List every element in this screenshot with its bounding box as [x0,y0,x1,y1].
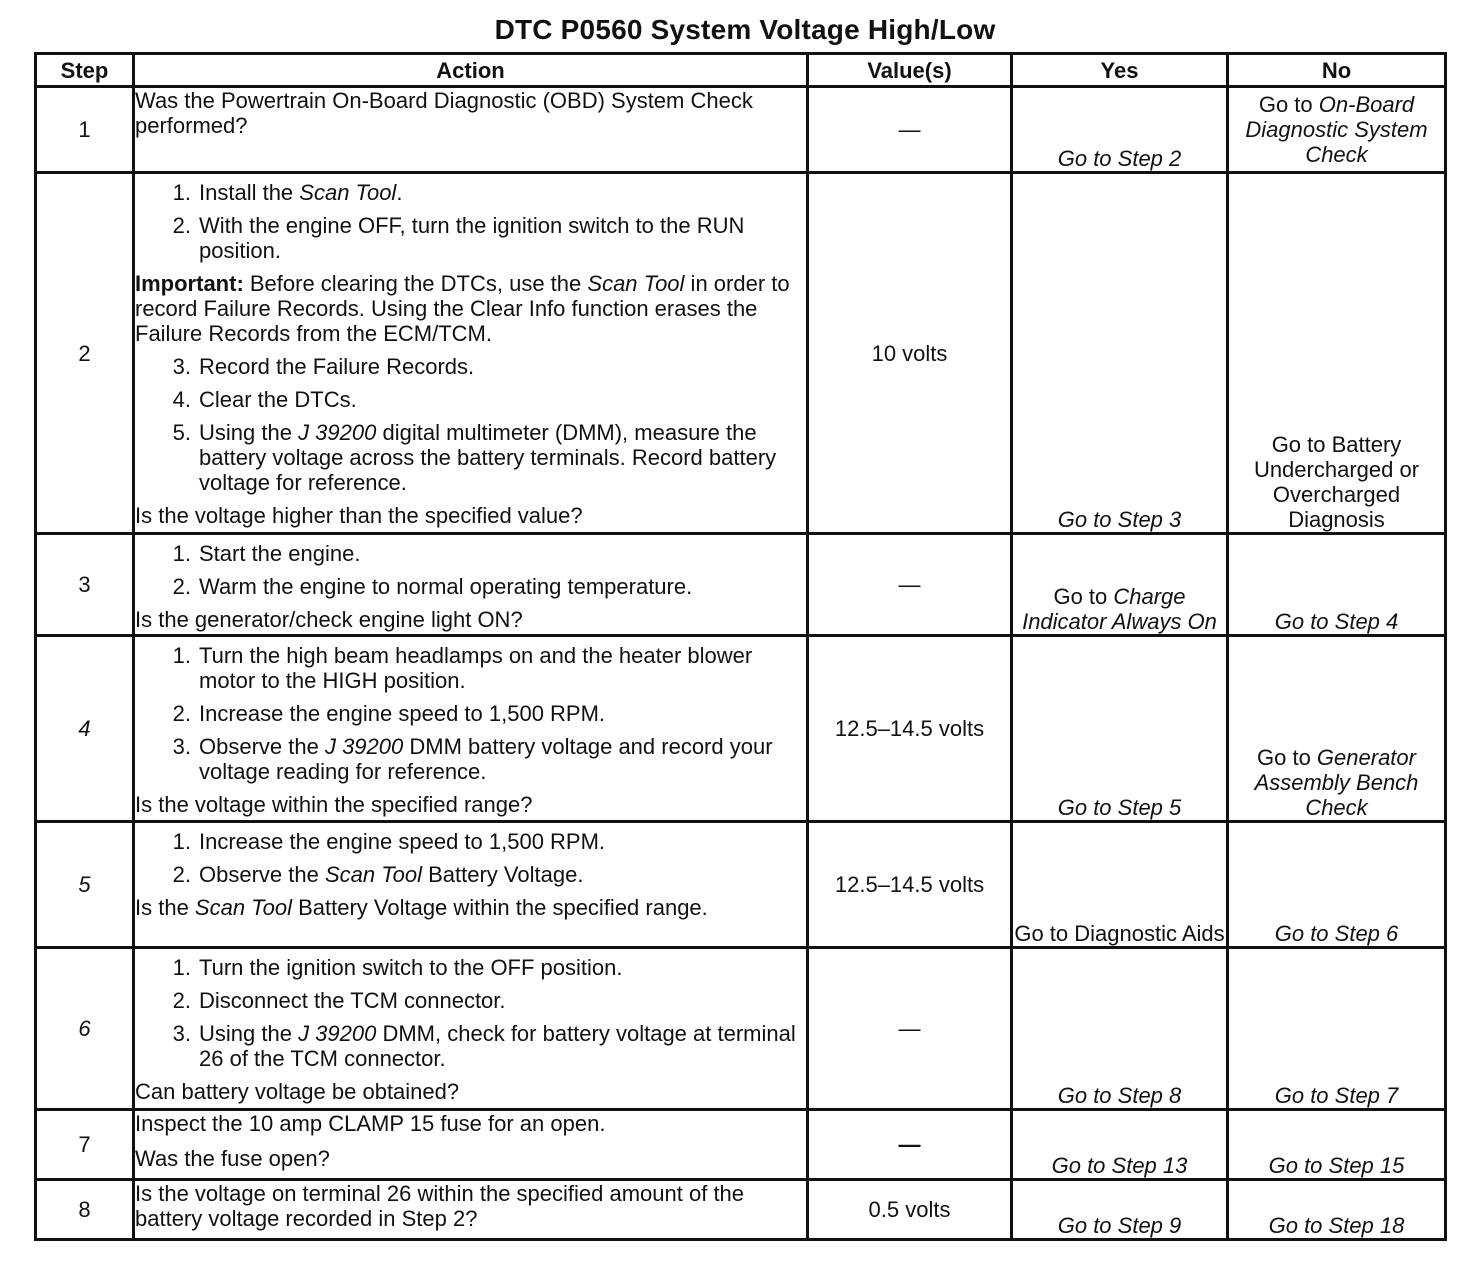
item-number: 4. [172,387,191,412]
action-item [135,574,806,599]
action-question: Is the voltage within the specified range? [135,792,533,817]
page-title: DTC P0560 System Voltage High/Low [494,14,996,45]
action-item [135,213,806,263]
value-cell [808,948,1012,1110]
value-text: 10 volts [871,340,948,366]
item-number: 2. [172,988,191,1013]
item-number: 3. [172,734,191,759]
action-item [135,354,806,379]
no-link: Generator Assembly Bench Check [1254,745,1419,820]
action-item [135,643,806,693]
value-cell [808,534,1012,636]
action-item [135,1021,806,1071]
action-cell [134,87,808,173]
value-text: — [898,572,921,597]
value-cell [808,1110,1012,1180]
no-link: On-Board Diagnostic System Check [1245,92,1428,167]
yes-cell: Go to Step 5 [1012,636,1228,822]
yes-cell: Go to Step 2 [1012,87,1228,173]
no-cell: Go to Step 18 [1228,1180,1446,1240]
item-number: 1. [172,955,191,980]
table-row [36,822,1446,948]
item-number: 2. [172,574,191,599]
action-cell [134,948,808,1110]
action-cell [134,173,808,534]
item-number: 2. [172,213,191,238]
header-row [36,54,1446,87]
item-number: 1. [172,829,191,854]
yes-cell: Go to Step 3 [1012,173,1228,534]
step-number: 3 [36,534,134,636]
action-cell [134,636,808,822]
yes-cell [1012,534,1228,636]
item-text: Warm the engine to normal operating temperature. [199,574,693,599]
action-item [135,829,806,854]
item-number: 2. [172,701,191,726]
column-header-action: Action [134,54,808,87]
yes-text: Go to [1053,584,1114,609]
value-cell [808,636,1012,822]
table-row [36,87,1446,173]
value-cell [808,822,1012,948]
item-text: Using the J 39200 DMM, check for battery voltage at terminal 26 of the TCM connector. [199,1021,796,1071]
action-line: Inspect the 10 amp CLAMP 15 fuse for an open. [135,1111,606,1136]
action-question: Was the fuse open? [135,1146,330,1171]
step-number: 8 [36,1180,134,1240]
yes-cell: Go to Step 8 [1012,948,1228,1110]
item-text: Turn the ignition switch to the OFF position. [199,955,623,980]
step-number: 5 [36,822,134,948]
action-cell [134,1110,808,1180]
table-row [36,948,1446,1110]
action-question: Is the Scan Tool Battery Voltage within the specified range. [135,895,708,920]
table-row [36,173,1446,534]
column-header-value: Value(s) [808,54,1012,87]
action-cell [134,822,808,948]
value-cell [808,87,1012,173]
no-cell: Go to Battery Undercharged or Overcharged Diagnosis [1228,173,1446,534]
diagnostic-table [34,52,1447,1241]
no-cell [1228,87,1446,173]
item-text: Turn the high beam headlamps on and the heater blower motor to the HIGH position. [199,643,753,693]
no-cell: Go to Step 4 [1228,534,1446,636]
value-text: 12.5–14.5 volts [834,716,985,741]
action-item [135,955,806,980]
item-number: 5. [172,420,191,445]
no-cell: Go to Step 7 [1228,948,1446,1110]
item-text: Clear the DTCs. [199,387,357,412]
item-text: Disconnect the TCM connector. [199,988,506,1013]
item-number: 3. [172,354,191,379]
table-row [36,1180,1446,1240]
step-number: 2 [36,173,134,534]
value-cell [808,173,1012,534]
table-row [36,1110,1446,1180]
item-text: With the engine OFF, turn the ignition switch to the RUN position. [199,213,745,263]
value-cell [808,1180,1012,1240]
item-text: Increase the engine speed to 1,500 RPM. [199,829,606,854]
no-text: Go to [1258,92,1319,117]
item-number: 1. [172,643,191,668]
action-item [135,420,806,495]
action-cell [134,534,808,636]
value-text: — [898,1132,921,1157]
yes-cell: Go to Step 9 [1012,1180,1228,1240]
item-text: Install the Scan Tool. [199,180,403,205]
action-item [135,988,806,1013]
value-text: 12.5–14.5 volts [834,872,985,897]
no-cell: Go to Step 6 [1228,822,1446,948]
step-number: 1 [36,87,134,173]
step-number: 7 [36,1110,134,1180]
action-question: Can battery voltage be obtained? [135,1079,460,1104]
step-number: 6 [36,948,134,1110]
table-row [36,534,1446,636]
important-note: Important: Before clearing the DTCs, use the Scan Tool in order to record Failure Records. Using the Clear Info function erases the Failure Records from the ECM/TCM. [135,271,790,346]
item-text: Start the engine. [199,541,361,566]
item-number: 1. [172,541,191,566]
column-header-yes: Yes [1012,54,1228,87]
no-text: Go to [1257,745,1317,770]
action-item [135,541,806,566]
no-cell: Go to Step 15 [1228,1110,1446,1180]
action-item [135,701,806,726]
item-number: 1. [172,180,191,205]
value-text: 0.5 volts [868,1197,951,1222]
value-text: — [898,117,921,142]
action-question: Is the generator/check engine light ON? [135,607,523,632]
action-question: Is the voltage higher than the specified value? [135,503,583,528]
step-number: 4 [36,636,134,822]
column-header-step: Step [36,54,134,87]
table-row [36,636,1446,822]
item-text: Observe the J 39200 DMM battery voltage and record your voltage reading for reference. [199,734,773,784]
no-cell [1228,636,1446,822]
yes-cell: Go to Diagnostic Aids [1012,822,1228,948]
item-text: Observe the Scan Tool Battery Voltage. [199,862,584,887]
action-cell [134,1180,808,1240]
item-number: 2. [172,862,191,887]
action-item [135,862,806,887]
yes-link: Charge Indicator Always On [1022,584,1217,634]
column-header-no: No [1228,54,1446,87]
item-number: 3. [172,1021,191,1046]
item-text: Record the Failure Records. [199,354,475,379]
item-text: Using the J 39200 digital multimeter (DMM), measure the battery voltage across the battery terminals. Record battery voltage for reference. [199,420,777,495]
value-text: — [898,1016,921,1041]
action-item [135,387,806,412]
action-item [135,734,806,784]
action-question: Was the Powertrain On-Board Diagnostic (OBD) System Check performed? [135,88,753,138]
yes-cell: Go to Step 13 [1012,1110,1228,1180]
item-text: Increase the engine speed to 1,500 RPM. [199,701,606,726]
action-question: Is the voltage on terminal 26 within the specified amount of the battery voltage recorded in Step 2? [135,1181,745,1231]
action-item [135,180,806,205]
